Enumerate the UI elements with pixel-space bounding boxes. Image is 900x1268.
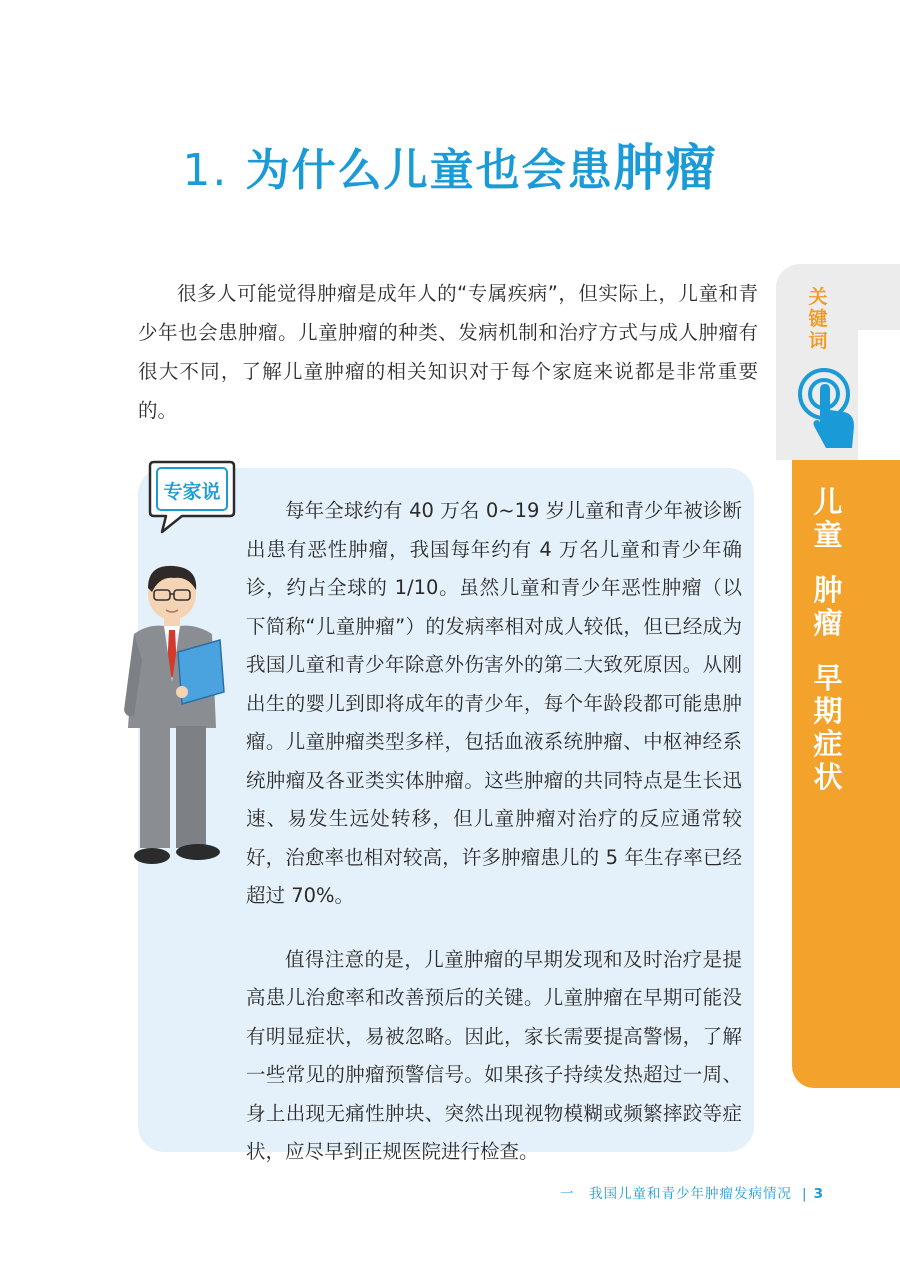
keyword-item: 肿瘤 — [813, 573, 843, 640]
keyword-label: 关键词 — [808, 286, 828, 352]
page-footer — [560, 1182, 824, 1202]
keyword-tab-gap — [858, 330, 900, 460]
footer-separator: | — [802, 1186, 808, 1202]
expert-paragraph-2: 值得注意的是，儿童肿瘤的早期发现和及时治疗是提高患儿治愈率和改善预后的关键。儿童肿瘤在早期可能没有明显症状，易被忽略。因此，家长需要提高警惕，了解一些常见的肿瘤预警信号。如果孩子持续发热超过一周、身上出现无痛性肿块、突然出现视物模糊或频繁摔跤等症状，应尽早到正规医院进行检查。 — [246, 947, 742, 1163]
page-number: 3 — [813, 1186, 824, 1202]
touch-icon — [792, 368, 864, 450]
keyword-item: 早期症状 — [813, 661, 843, 794]
title-number: 1. — [182, 145, 229, 196]
intro-section — [138, 274, 758, 430]
title-text: 为什么儿童也会患 — [245, 145, 614, 196]
keyword-item: 儿童 — [813, 485, 843, 552]
title-highlight: 肿瘤 — [613, 139, 718, 197]
intro-paragraph: 很多人可能觉得肿瘤是成年人的“专属疾病”，但实际上，儿童和青少年也会患肿瘤。儿童肿瘤的种类、发病机制和治疗方式与成人肿瘤有很大不同，了解儿童肿瘤的相关知识对于每个家庭来说都是非常重要的。 — [138, 282, 758, 422]
expert-paragraph-1: 每年全球约有 40 万名 0~19 岁儿童和青少年被诊断出患有恶性肿瘤，我国每年约有 4 万名儿童和青少年确诊，约占全球的 1/10。虽然儿童和青少年恶性肿瘤（以下简称“儿童肿瘤”）的发病率相对成人较低，但已经成为我国儿童和青少年除意外伤害外的第二大致死原因。从刚出生的婴儿到即将成年的青少年，每个年龄段都可能患肿瘤。儿童肿瘤类型多样，包括血液系统肿瘤、中枢神经系统肿瘤及各亚类实体肿瘤。这些肿瘤的共同特点是生长迅速、易发生远处转移，但儿童肿瘤对治疗的反应通常较好，治愈率也相对较高，许多肿瘤患儿的 5 年生存率已经超过 70%。 — [246, 499, 742, 907]
expert-label: 专家说 — [163, 481, 221, 503]
page-title — [0, 128, 900, 200]
expert-text — [246, 492, 742, 1172]
keyword-list — [806, 486, 850, 794]
expert-illustration — [108, 560, 238, 880]
footer-section: 一 我国儿童和青少年肿瘤发病情况 — [560, 1186, 793, 1202]
